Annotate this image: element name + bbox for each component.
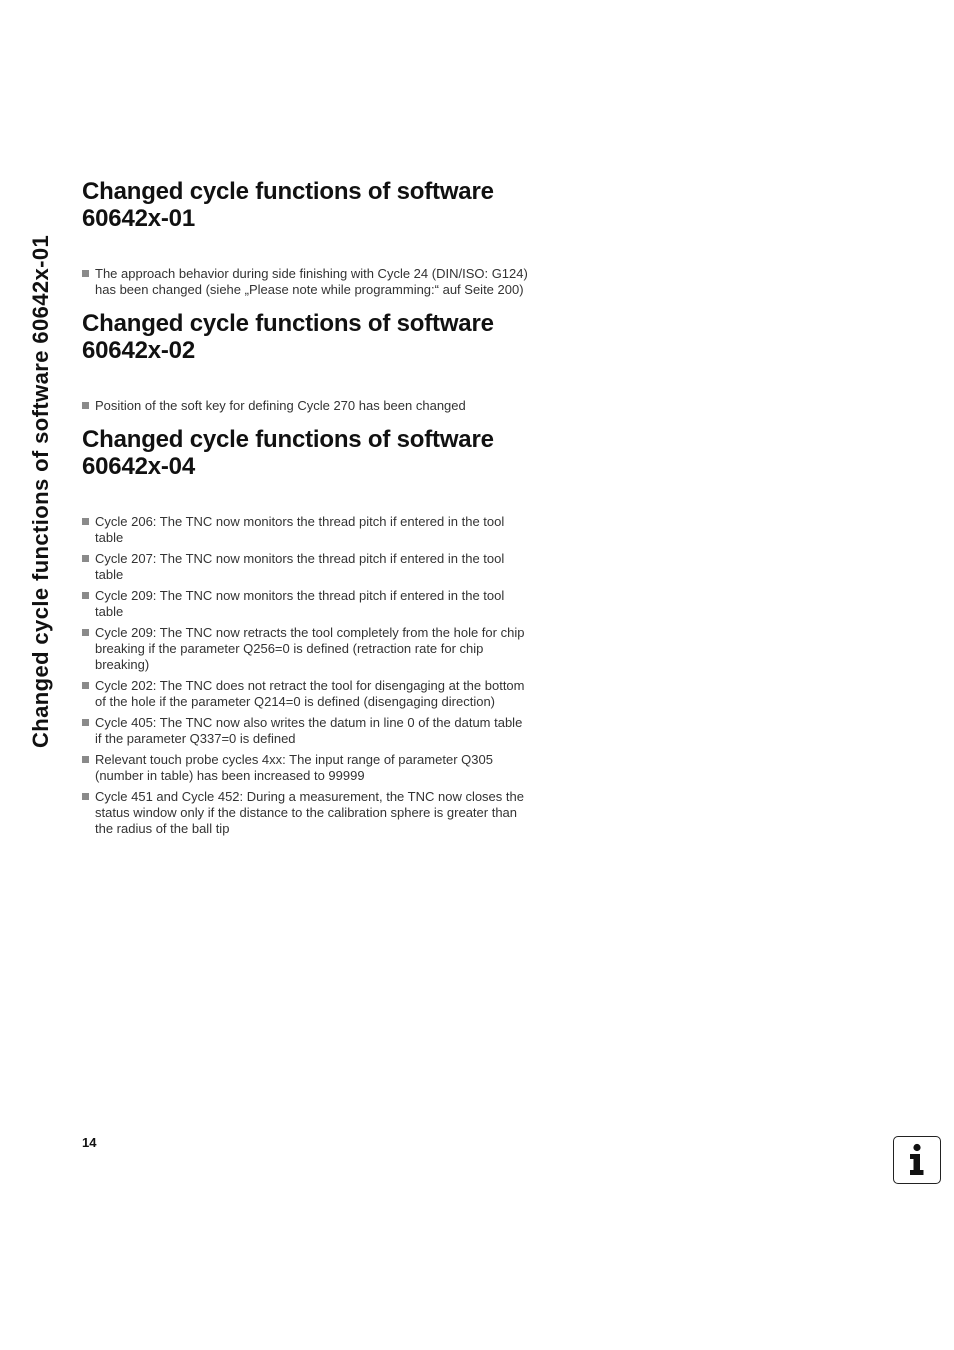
bullet-list [82, 514, 528, 837]
list-item-text: The approach behavior during side finishing with Cycle 24 (DIN/ISO: G124) has been changed (siehe „Please note while programming:“ auf Seite 200) [95, 266, 528, 297]
list-item [82, 514, 528, 546]
info-icon [893, 1136, 941, 1184]
section-heading: Changed cycle functions of software 60642x-02 [82, 310, 494, 364]
list-item-text: Relevant touch probe cycles 4xx: The input range of parameter Q305 (number in table) has been increased to 99999 [95, 752, 493, 783]
list-item-text: Cycle 451 and Cycle 452: During a measurement, the TNC now closes the status window only if the distance to the calibration sphere is greater than the radius of the ball tip [95, 789, 524, 836]
list-item [82, 551, 528, 583]
square-bullet-icon [82, 402, 89, 409]
section-heading: Changed cycle functions of software 60642x-04 [82, 426, 494, 480]
square-bullet-icon [82, 756, 89, 763]
list-item [82, 398, 528, 414]
list-item [82, 752, 528, 784]
list-item-text: Cycle 405: The TNC now also writes the datum in line 0 of the datum table if the parameter Q337=0 is defined [95, 715, 523, 746]
list-item-text: Cycle 209: The TNC now monitors the thread pitch if entered in the tool table [95, 588, 505, 619]
section-60642x-04 [82, 426, 528, 837]
list-item [82, 625, 528, 673]
side-running-title: Changed cycle functions of software 60642x-01 [28, 234, 53, 748]
square-bullet-icon [82, 270, 89, 277]
list-item-text: Cycle 207: The TNC now monitors the thread pitch if entered in the tool table [95, 551, 505, 582]
list-item [82, 266, 528, 298]
list-item [82, 588, 528, 620]
info-glyph [894, 1137, 939, 1182]
square-bullet-icon [82, 592, 89, 599]
square-bullet-icon [82, 793, 89, 800]
square-bullet-icon [82, 719, 89, 726]
page-number: 14 [82, 1135, 97, 1150]
main-content [82, 178, 528, 849]
list-item-text: Cycle 202: The TNC does not retract the tool for disengaging at the bottom of the hole if the parameter Q214=0 is defined (disengaging direction) [95, 678, 525, 709]
section-60642x-01 [82, 178, 528, 298]
list-item-text: Position of the soft key for defining Cycle 270 has been changed [95, 398, 466, 413]
list-item [82, 678, 528, 710]
list-item-text: Cycle 206: The TNC now monitors the thread pitch if entered in the tool table [95, 514, 505, 545]
section-heading: Changed cycle functions of software 60642x-01 [82, 178, 494, 232]
bullet-list [82, 398, 528, 414]
square-bullet-icon [82, 629, 89, 636]
square-bullet-icon [82, 682, 89, 689]
section-60642x-02 [82, 310, 528, 414]
list-item [82, 715, 528, 747]
list-item-text: Cycle 209: The TNC now retracts the tool completely from the hole for chip breaking if the parameter Q256=0 is defined (retraction rate for chip breaking) [95, 625, 525, 672]
list-item [82, 789, 528, 837]
square-bullet-icon [82, 555, 89, 562]
bullet-list [82, 266, 528, 298]
square-bullet-icon [82, 518, 89, 525]
